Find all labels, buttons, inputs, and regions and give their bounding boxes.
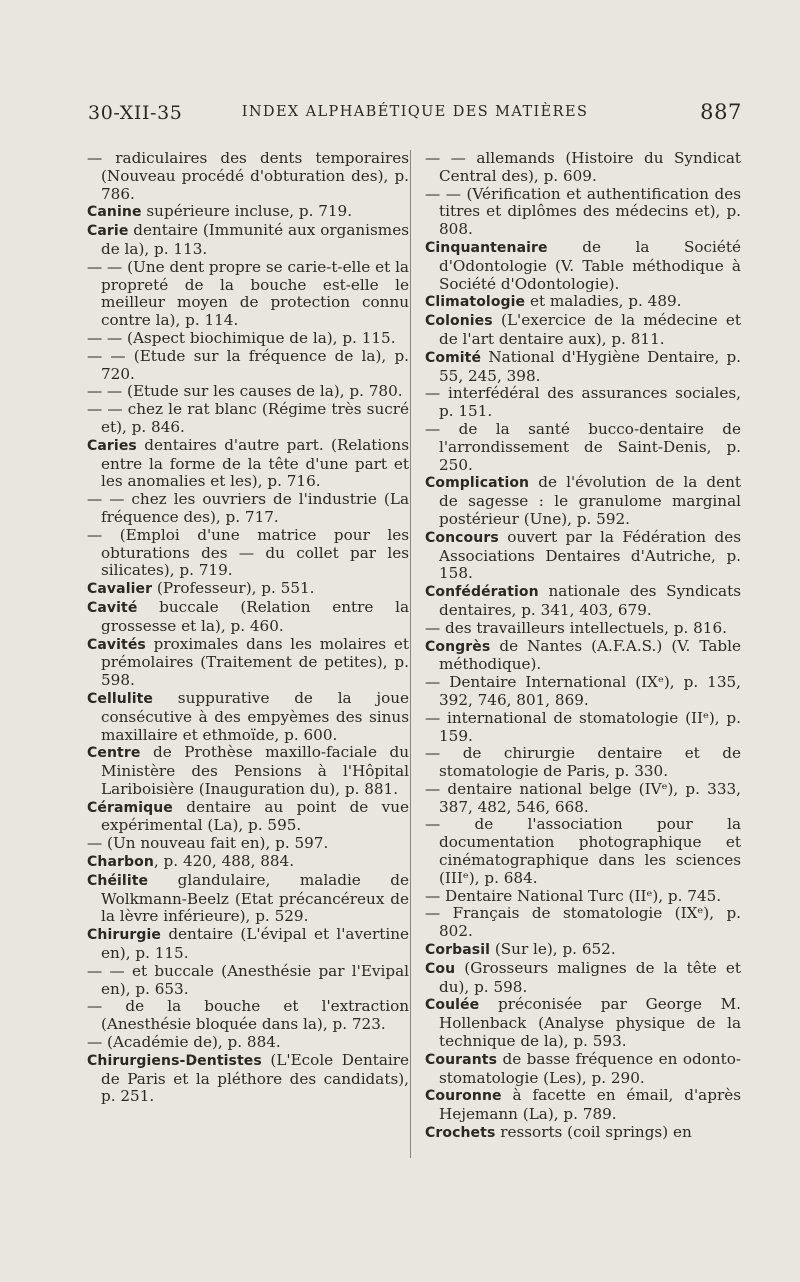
index-entry [425, 996, 741, 1050]
entry-text: — radiculaires des dents temporaires (Nouveau procédé d'obturation des), p. 786. [87, 149, 409, 203]
index-entry [87, 1034, 409, 1052]
index-entry [87, 401, 409, 437]
entry-headword: Chirurgie [87, 927, 162, 944]
entry-headword: Centre [87, 745, 141, 762]
index-entry [87, 690, 409, 744]
entry-headword: Coulée [425, 997, 480, 1014]
entry-headword: Carie [87, 223, 129, 240]
entry-text: et maladies, p. 489. [525, 292, 682, 311]
entry-headword: Cavités [87, 636, 146, 653]
entry-text: — Dentaire International (IXᵉ), p. 135, 392, 746, 801, 869. [425, 673, 741, 709]
entry-text: — (Emploi d'une matrice pour les obturations des — du collet par les silicates), p. 719. [87, 525, 409, 580]
right-column [425, 150, 741, 1143]
entry-text: — — allemands (Histoire du Syndicat Central des), p. 609. [425, 149, 741, 185]
entry-text: de la Société d'Odontologie (V. Table méthodique à Société d'Odontologie). [439, 237, 741, 293]
entry-text: préconisée par George M. Hollenback (Analyse physique de la technique de la), p. 593. [439, 995, 741, 1051]
column-divider [410, 150, 411, 1158]
entry-headword: Caries [87, 437, 137, 454]
entry-text: National d'Hygiène Dentaire, p. 55, 245, 398. [439, 347, 741, 385]
index-entry [87, 872, 409, 926]
entry-headword: Charbon [87, 854, 154, 871]
entry-text: (Sur le), p. 652. [490, 940, 616, 959]
index-entry [425, 941, 741, 960]
entry-text: dentaires d'autre part. (Relations entre la forme de la tête d'une part et les anomalies et les), p. 716. [101, 435, 409, 491]
index-entry [425, 905, 741, 941]
entry-headword: Cavalier [87, 581, 153, 598]
index-entry [425, 385, 741, 421]
entry-text: — — et buccale (Anesthésie par l'Evipal en), p. 653. [87, 961, 409, 998]
entry-text: dentaire (Immunité aux organismes de la), p. 113. [101, 221, 409, 258]
entry-headword: Canine [87, 204, 142, 221]
entry-text: — (Académie de), p. 884. [87, 1033, 281, 1052]
index-entry [425, 293, 741, 312]
entry-headword: Comité [425, 349, 482, 366]
entry-text: — — (Etude sur la fréquence de la), p. 720. [87, 346, 409, 383]
entry-text: — interfédéral des assurances sociales, p. 151. [425, 384, 741, 421]
index-entry [425, 888, 741, 906]
entry-text: (Professeur), p. 551. [152, 579, 315, 598]
index-entry [87, 963, 409, 999]
entry-text: de Nantes (A.F.A.S.) (V. Table méthodique). [439, 636, 741, 674]
entry-text: buccale (Relation entre la grossesse et la), p. 460. [101, 597, 409, 635]
index-entry [425, 620, 741, 638]
index-entry [87, 998, 409, 1034]
entry-headword: Corbasil [425, 942, 490, 959]
entry-headword: Concours [425, 529, 499, 546]
entry-headword: Couronne [425, 1088, 502, 1105]
entry-text: — de l'association pour la documentation photographique et cinématographique dans les sciences (IIIᵉ), p. 684. [425, 815, 741, 887]
index-entry [425, 529, 741, 583]
index-entry [87, 799, 409, 836]
entry-text: — international de stomatologie (IIᵉ), p. 159. [425, 708, 741, 745]
index-entry [87, 491, 409, 527]
entry-text: proximales dans les molaires et prémolaires (Traitement de petites), p. 598. [101, 634, 409, 690]
index-entry [87, 259, 409, 330]
page-number: 887 [700, 100, 742, 124]
entry-text: glandulaire, maladie de Wolkmann-Beelz (Etat précancéreux de la lèvre inférieure), p. 529. [101, 870, 409, 926]
entry-text: — des travailleurs intellectuels, p. 816. [425, 618, 727, 637]
entry-text: — dentaire national belge (IVᵉ), p. 333, 387, 482, 546, 668. [425, 779, 741, 816]
entry-text: suppurative de la joue consécutive à des empyèmes des sinus maxillaire et ethmoïde, p. 600. [101, 688, 409, 744]
entry-text: — de la santé bucco-dentaire de l'arrondissement de Saint-Denis, p. 250. [425, 419, 741, 474]
entry-text: nationale des Syndicats dentaires, p. 341, 403, 679. [439, 582, 741, 619]
entry-headword: Cou [425, 960, 456, 977]
index-entry [425, 781, 741, 817]
header-date: 30-XII-35 [88, 102, 183, 124]
index-entry [425, 960, 741, 997]
entry-headword: Cinquantenaire [425, 239, 548, 256]
entry-text: — Dentaire National Turc (IIᵉ), p. 745. [425, 886, 722, 905]
entry-text: dentaire (L'évipal et l'avertine en), p. 115. [101, 925, 409, 963]
index-entry [425, 186, 741, 239]
entry-headword: Crochets [425, 1125, 496, 1142]
entry-text: (L'Ecole Dentaire de Paris et la pléthore des candidats), p. 251. [101, 1050, 409, 1106]
entry-headword: Cavité [87, 599, 138, 616]
index-entry [425, 816, 741, 887]
entry-headword: Chirurgiens-Dentistes [87, 1052, 262, 1069]
entry-text: — (Un nouveau fait en), p. 597. [87, 834, 329, 853]
entry-text: supérieure incluse, p. 719. [141, 202, 353, 221]
entry-text: — de chirurgie dentaire et de stomatologie de Paris, p. 330. [425, 744, 741, 781]
entry-text: (Grosseurs malignes de la tête et du), p. 598. [439, 958, 741, 996]
entry-text: de l'évolution de la dent de sagesse : le granulome marginal postérieur (Une), p. 592. [439, 473, 741, 528]
entry-text: dentaire au point de vue expérimental (La), p. 595. [101, 797, 409, 835]
index-entry [425, 583, 741, 620]
index-entry [87, 150, 409, 203]
page-header [88, 100, 742, 130]
index-entry [87, 222, 409, 259]
index-entry [425, 745, 741, 781]
entry-text: , p. 420, 488, 884. [153, 852, 295, 871]
index-entry [425, 1124, 741, 1143]
index-entry [425, 150, 741, 186]
index-entry [425, 239, 741, 293]
index-entry [87, 1052, 409, 1106]
entry-text: de basse fréquence en odonto-stomatologie (Les), p. 290. [439, 1049, 741, 1087]
entry-text: — Français de stomatologie (IXᵉ), p. 802. [425, 904, 741, 941]
index-entry [87, 348, 409, 384]
index-entry [425, 674, 741, 710]
left-column [87, 150, 409, 1106]
index-entry [87, 599, 409, 636]
entry-text: — — (Aspect biochimique de la), p. 115. [87, 328, 396, 347]
entry-text: — — chez les ouvriers de l'industrie (La fréquence des), p. 717. [87, 490, 409, 526]
entry-text: — — (Etude sur les causes de la), p. 780. [87, 382, 403, 401]
index-entry [87, 744, 409, 798]
entry-headword: Courants [425, 1051, 498, 1068]
entry-text: — — (Une dent propre se carie-t-elle et la propreté de la bouche est-elle le meilleur moyen de protection connu contre la), p. 114. [87, 257, 409, 330]
index-entry [87, 383, 409, 401]
entry-text: de Prothèse maxillo-faciale du Ministère des Pensions à l'Hôpital Lariboisière (Inauguration du), p. 881. [101, 743, 409, 798]
index-entry [87, 853, 409, 872]
index-entry [87, 926, 409, 963]
index-entry [425, 421, 741, 474]
entry-text: à facette en émail, d'après Hejemann (La), p. 789. [439, 1086, 741, 1124]
index-entry [425, 1051, 741, 1088]
entry-text: ressorts (coil springs) en [495, 1123, 692, 1142]
index-entry [425, 710, 741, 746]
entry-text: — — chez le rat blanc (Régime très sucré et), p. 846. [87, 400, 409, 436]
index-entry [425, 312, 741, 349]
entry-text: (L'exercice de la médecine et de l'art dentaire aux), p. 811. [439, 311, 741, 348]
index-entry [87, 580, 409, 599]
header-title: INDEX ALPHABÉTIQUE DES MATIÈRES [241, 104, 589, 120]
index-entry [425, 474, 741, 528]
index-entry [87, 835, 409, 853]
entry-text: ouvert par la Fédération des Associations Dentaires d'Autriche, p. 158. [439, 527, 741, 583]
entry-headword: Confédération [425, 584, 539, 601]
entry-headword: Cellulite [87, 690, 154, 707]
index-entry [87, 636, 409, 690]
index-entry [87, 203, 409, 222]
entry-headword: Colonies [425, 313, 493, 330]
entry-headword: Congrès [425, 638, 491, 655]
index-entry [425, 1087, 741, 1124]
index-entry [425, 349, 741, 386]
index-entry [87, 437, 409, 491]
entry-headword: Céramique [87, 799, 173, 816]
entry-headword: Chéilite [87, 872, 149, 889]
index-entry [87, 527, 409, 580]
index-entry [87, 330, 409, 348]
entry-text: — de la bouche et l'extraction (Anesthésie bloquée dans la), p. 723. [87, 997, 409, 1034]
entry-headword: Complication [425, 475, 530, 492]
index-entry [425, 638, 741, 675]
entry-text: — — (Vérification et authentification des titres et diplômes des médecins et), p. 808. [425, 184, 741, 239]
entry-headword: Climatologie [425, 294, 526, 311]
